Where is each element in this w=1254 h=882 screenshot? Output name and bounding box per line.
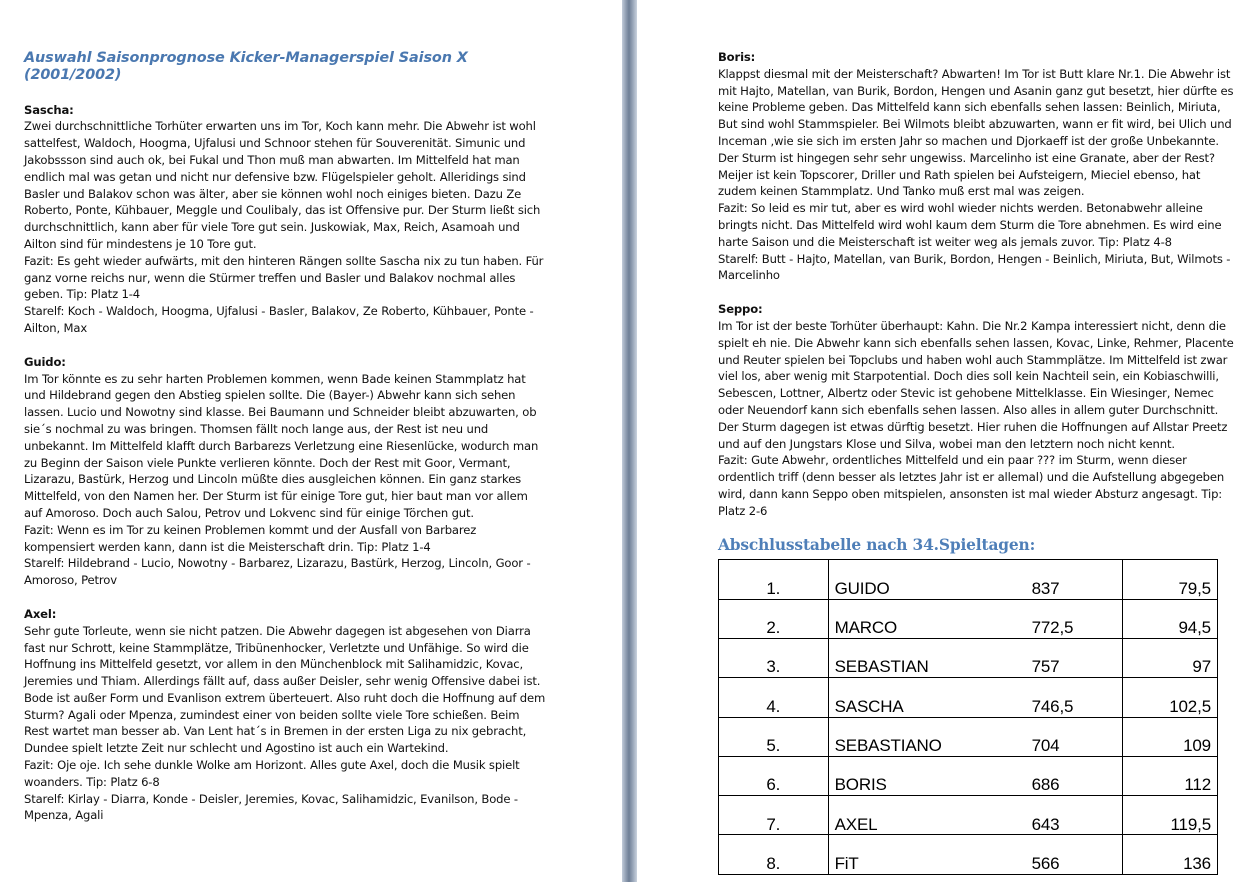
section-fazit: Fazit: So leid es mir tut, aber es wird wohl wieder nichts werden. Betonabwehr alleine bringts nicht. Das Mittelfeld wird wohl kaum dem Sturm die Tore abnehmen. Es wird eine harte Saison und die Meisterschaft ist weiter weg als jemals zuvor. Tip: Platz 4-8 [718, 201, 1222, 249]
standings-rank: 3. [719, 638, 829, 677]
prognosis-section [718, 301, 1235, 519]
standings-rank: 4. [719, 678, 829, 717]
section-fazit: Fazit: Wenn es im Tor zu keinen Problemen kommt und der Ausfall von Barbarez kompensiert werden kann, dann ist die Meisterschaft drin. Tip: Platz 1-4 [24, 522, 477, 554]
prognosis-section [24, 354, 546, 589]
prognosis-section [24, 606, 546, 824]
standings-name-cell [828, 678, 1123, 717]
standings-rank: 6. [719, 756, 829, 795]
standings-row [719, 717, 1218, 756]
standings-points: 772,5 [1031, 618, 1074, 638]
section-starelf: Starelf: Butt - Hajto, Matellan, van Burik, Bordon, Hengen - Beinlich, Miriuta, But, Wilmots - Marcelinho [718, 251, 1231, 283]
right-page-content [718, 49, 1235, 875]
standings-player-name: FiT [834, 853, 859, 873]
standings-title: Abschlusstabelle nach 34.Spieltagen: [718, 535, 1036, 554]
standings-player-name: BORIS [834, 775, 887, 795]
section-starelf: Starelf: Koch - Waldoch, Hoogma, Ujfalusi - Basler, Balakov, Ze Roberto, Kühbauer, Ponte - Ailton, Max [24, 304, 534, 335]
standings-row [719, 796, 1218, 835]
section-body: Klappst diesmal mit der Meisterschaft? Abwarten! Im Tor ist Butt klare Nr.1. Die Abwehr ist mit Hajto, Matellan, van Burik, Bordon, Hengen und Asanin ganz gut besetzt, hier dürfte es keine Probleme geben. Das Mittelfeld kann sich ebenfalls sehen lassen: Beinlich, Miriuta, But sind wohl Stammspieler. Bei Wilmots bleibt abzuwarten, wann er fit wird, bei Ulich und Inceman ,wie sie sich im ersten Jahr so machen und Djorkaeff ist der große Unbekannte. Der Sturm ist hingegen sehr sehr ungewiss. Marcelinho ist eine Granate, aber der Rest? Meijer ist kein Topscorer, Driller und Rath spielen bei Aufsteigern, Mieciel ebenso, hat zudem keinen Stammplatz. Und Tanko muß erst mal was zeigen. [718, 66, 1234, 199]
standings-player-name: SASCHA [834, 696, 904, 716]
section-starelf: Starelf: Hildebrand - Lucio, Nowotny - Barbarez, Lizarazu, Bastürk, Herzog, Lincoln, Goor - Amoroso, Petrov [24, 556, 531, 588]
section-heading: Axel: [24, 606, 57, 621]
standings-row [719, 835, 1218, 874]
left-page-content [24, 50, 546, 841]
standings-name-cell [828, 638, 1123, 677]
section-body: Im Tor könnte es zu sehr harten Problemen kommen, wenn Bade keinen Stammplatz hat und Hildebrand gegen den Abstieg spielen sollte. Die (Bayer-) Abwehr kann sich sehen lassen. Lucio und Nowotny sind klasse. Bei Baumann und Schneider bleibt abzuwarten, ob sie´s nochmal zu was bringen. Thomsen fällt noch lange aus, der Rest ist neu und unbekannt. Im Mittelfeld klafft durch Barbarezs Verletzung eine Riesenlücke, wodurch man zu Beginn der Saison viele Punkte verlieren könnte. Doch der Rest mit Goor, Vermant, Lizarazu, Bastürk, Herzog und Lincoln müßte dies ausgleichen können. Ein ganz starkes Mittelfeld, von den Namen her. Der Sturm ist für einige Tore gut, hier baut man vor allem auf Amoroso. Doch auch Salou, Petrov und Lokvenc sind für einige Törchen gut. [24, 371, 539, 520]
standings-player-name: MARCO [834, 618, 898, 638]
standings-name-cell [828, 717, 1123, 756]
section-body: Sehr gute Torleute, wenn sie nicht patzen. Die Abwehr dagegen ist abgesehen von Diarra fast nur Schrott, keine Stammplätze, Tribünenhocker, Verletzte und Unfähige. So wird die Hoffnung ins Mittelfeld gesetzt, vor allem in den Münchenblock mit Salihamidzic, Kovac, Jeremies und Thiam. Allerdings fällt auf, dass außer Deisler, sehr wenig Offensive dabei ist. Bode ist außer Form und Evanlison extrem überteuert. Also ruht doch die Hoffnung auf dem Sturm? Agali oder Mpenza, zumindest einer von beiden sollte viele Tore schießen. Beim Rest wartet man besser ab. Van Lent hat´s in Bremen in der ersten Liga zu nix gebracht, Dundee spielt letzte Zeit nur schlecht und Agostino ist auch ein Wartekind. [24, 623, 546, 756]
standings-points: 837 [1031, 578, 1060, 598]
section-heading: Sascha: [24, 102, 74, 117]
document-title: Auswahl Saisonprognose Kicker-Managerspiel Saison X (2001/2002) [24, 50, 468, 83]
standings-rank: 7. [719, 796, 829, 835]
section-body: Zwei durchschnittliche Torhüter erwarten uns im Tor, Koch kann mehr. Die Abwehr ist wohl sattelfest, Waldoch, Hoogma, Ujfalusi und Schnoor stehen für Souverenität. Simunic und Jakobssson sind auch ok, bei Fukal und Thon muß man abwarten. Im Mittelfeld hat man endlich mal was getan und nicht nur defensive bzw. Flügelspieler geholt. Alleridings sind Basler und Balakov schon was älter, aber sie können wohl noch einiges bieten. Dazu Ze Roberto, Ponte, Kühbauer, Meggle und Coulibaly, das ist Offensive pur. Der Sturm ließt sich durchschnittlich, kann aber für viele Tore gut sein. Juskowiak, Max, Reich, Asamoah und Ailton sind für mindestens je 10 Tore gut. [24, 119, 541, 251]
standings-value: 112 [1123, 756, 1218, 795]
section-fazit: Fazit: Oje oje. Ich sehe dunkle Wolke am Horizont. Alles gute Axel, doch die Musik spielt woanders. Tip: Platz 6-8 [24, 758, 520, 789]
standings-player-name: GUIDO [834, 578, 890, 598]
standings-rank: 8. [719, 835, 829, 874]
standings-rank: 1. [719, 560, 829, 599]
standings-value: 97 [1123, 638, 1218, 677]
standings-points: 704 [1031, 736, 1060, 755]
standings-name-cell [828, 835, 1123, 874]
standings-value: 119,5 [1123, 796, 1218, 835]
standings-name-cell [828, 560, 1123, 599]
standings-player-name: SEBASTIANO [834, 736, 942, 755]
standings-table [718, 559, 1218, 874]
standings-row [719, 638, 1218, 677]
section-fazit: Fazit: Gute Abwehr, ordentliches Mittelfeld und ein paar ??? im Sturm, wenn dieser ordentlich triff (denn besser als letztes Jahr ist er allemal) und die Aufstellung abgegeben wird, dann kann Seppo oben mitspielen, ansonsten ist mal wieder Absturz angesagt. Tip: Platz 2-6 [718, 453, 1225, 518]
standings-points: 746,5 [1031, 696, 1074, 716]
left-page [0, 0, 622, 882]
section-heading: Guido: [24, 354, 66, 369]
standings-row [719, 756, 1218, 795]
standings-rank: 2. [719, 599, 829, 638]
standings-value: 94,5 [1123, 599, 1218, 638]
standings-rank: 5. [719, 717, 829, 756]
standings-row [719, 560, 1218, 599]
section-heading: Seppo: [718, 302, 763, 317]
standings-row [719, 678, 1218, 717]
section-body: Im Tor ist der beste Torhüter überhaupt: Kahn. Die Nr.2 Kampa interessiert nicht, denn die spielt eh nie. Die Abwehr kann sich ebenfalls sehen lassen, Kovac, Linke, Rehmer, Placente und Reuter spielen bei Topclubs und haben wohl auch Stammplätze. Im Mittelfeld ist zwar viel los, aber wenig mit Starpotential. Doch dies soll kein Nachteil sein, ein Kobiaschwilli, Sebescen, Lottner, Albertz oder Stevic ist gehobene Mittelklasse. Ein Wiesinger, Nemec oder Neuendorf kann sich ebenfalls sehen lassen. Also alles in allem guter Durchschnitt. Der Sturm dagegen ist etwas dürftig besetzt. Hier ruhen die Hoffnungen auf Allstar Preetz und auf den Jungstars Klose und Silva, wobei man den letztern noch nicht kennt. [718, 318, 1234, 451]
standings-name-cell [828, 599, 1123, 638]
right-sections [718, 49, 1235, 520]
right-page [637, 0, 1254, 882]
standings-player-name: SEBASTIAN [834, 657, 929, 677]
standings-points: 643 [1031, 814, 1060, 834]
standings-player-name: AXEL [834, 814, 878, 834]
section-heading: Boris: [718, 50, 756, 64]
section-starelf: Starelf: Kirlay - Diarra, Konde - Deisler, Jeremies, Kovac, Salihamidzic, Evanilson, Bode - Mpenza, Agali [24, 791, 518, 823]
standings-points: 566 [1031, 853, 1060, 873]
section-fazit: Fazit: Es geht wieder aufwärts, mit den hinteren Rängen sollte Sascha nix zu tun haben. Für ganz vorne reichs nur, wenn die Stürmer treffen und Basler und Balakov nochmal alles geben. Tip: Platz 1-4 [24, 253, 544, 302]
standings-value: 79,5 [1123, 560, 1218, 599]
page-gutter [622, 0, 637, 882]
standings-value: 109 [1123, 717, 1218, 756]
standings-points: 686 [1031, 775, 1060, 795]
left-sections [24, 102, 546, 825]
prognosis-section [718, 49, 1235, 284]
standings-name-cell [828, 796, 1123, 835]
standings-points: 757 [1031, 657, 1060, 677]
standings-row [719, 599, 1218, 638]
standings-name-cell [828, 756, 1123, 795]
standings-value: 136 [1123, 835, 1218, 874]
prognosis-section [24, 102, 546, 337]
standings-value: 102,5 [1123, 678, 1218, 717]
